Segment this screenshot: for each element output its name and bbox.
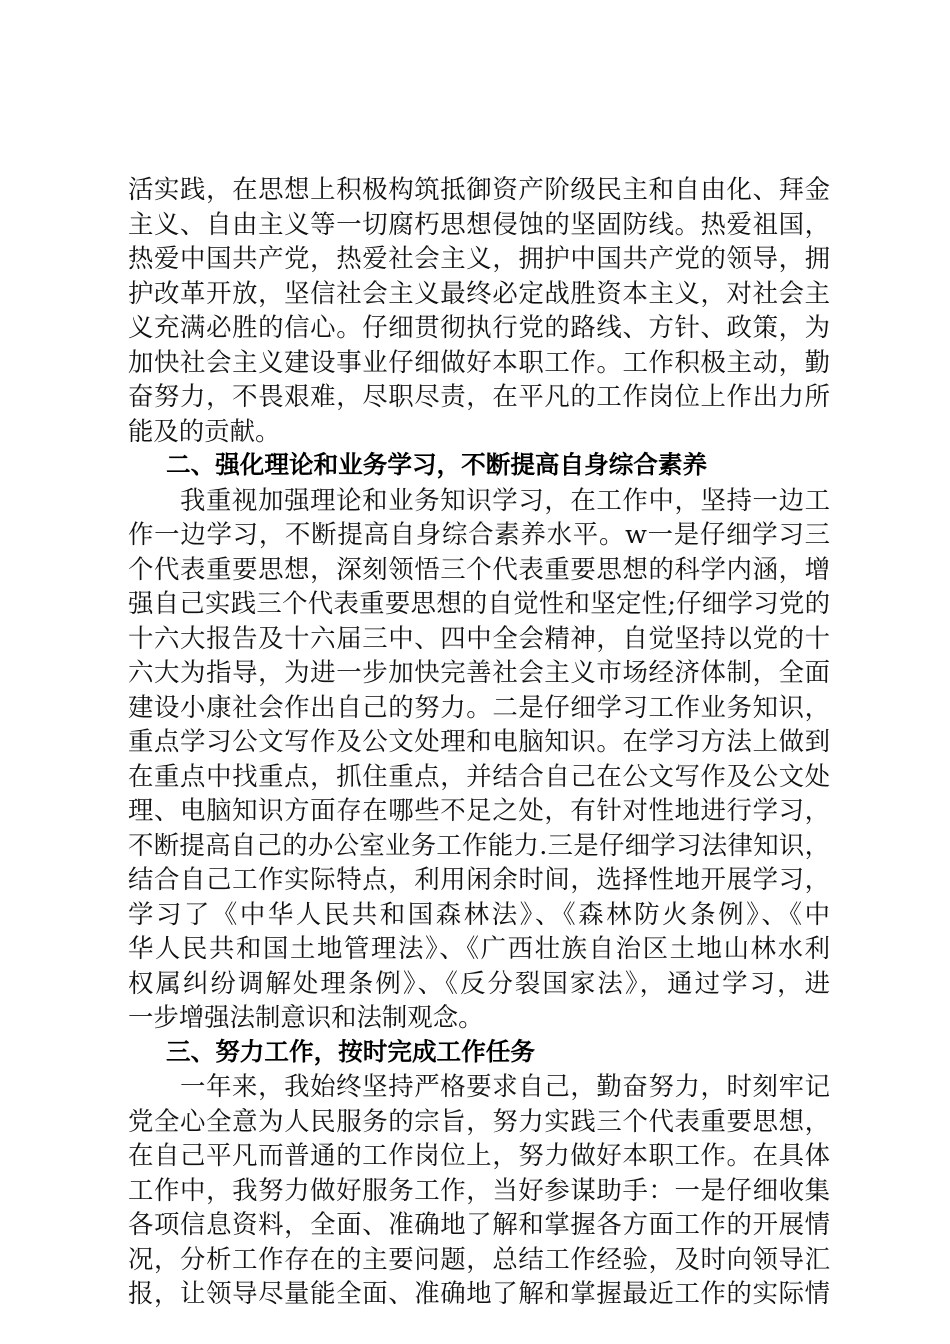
text-line: 强自己实践三个代表重要思想的自觉性和坚定性;仔细学习党的 — [128, 588, 830, 618]
text-line: 学习了《中华人民共和国森林法》、《森林防火条例》、《中 — [128, 898, 830, 929]
text-line: 报，让领导尽量能全面、准确地了解和掌握最近工作的实际情 — [128, 1278, 830, 1308]
text-line: 理、电脑知识方面存在哪些不足之处，有针对性地进行学习， — [128, 795, 830, 825]
text-line: 华人民共和国土地管理法》、《广西壮族自治区土地山林水利 — [128, 933, 830, 963]
text-line: 权属纠纷调解处理条例》、《反分裂国家法》，通过学习，进 — [128, 967, 830, 998]
text-line: 护改革开放，坚信社会主义最终必定战胜资本主义，对社会主 — [128, 277, 830, 308]
text-line: 我重视加强理论和业务知识学习，在工作中，坚持一边工 — [180, 484, 830, 515]
text-line: 活实践，在思想上积极构筑抵御资产阶级民主和自由化、拜金 — [128, 174, 830, 204]
text-line: 重点学习公文写作及公文处理和电脑知识。在学习方法上做到 — [128, 726, 830, 756]
text-line: 结合自己工作实际特点，利用闲余时间，选择性地开展学习， — [128, 864, 830, 894]
text-line: 义充满必胜的信心。仔细贯彻执行党的路线、方针、政策，为 — [128, 312, 830, 342]
text-line: 主义、自由主义等一切腐朽思想侵蚀的坚固防线。热爱祖国， — [128, 208, 830, 239]
section-heading-2: 二、强化理论和业务学习，不断提高自身综合素养 — [166, 450, 708, 479]
text-line: 奋努力，不畏艰难，尽职尽责，在平凡的工作岗位上作出力所 — [128, 381, 830, 411]
text-line: 能及的贡献。 — [128, 415, 281, 446]
text-line: 建设小康社会作出自己的努力。二是仔细学习工作业务知识， — [128, 691, 830, 722]
text-line: 六大为指导，为进一步加快完善社会主义市场经济体制，全面 — [128, 657, 830, 687]
text-line: 一年来，我始终坚持严格要求自己，勤奋努力，时刻牢记 — [180, 1071, 830, 1101]
document-body — [128, 172, 830, 1311]
paragraph-2 — [128, 483, 830, 1035]
text-line: 作一边学习，不断提高自身综合素养水平。w一是仔细学习三 — [128, 519, 830, 549]
section-heading-3: 三、努力工作，按时完成工作任务 — [166, 1036, 535, 1066]
text-line: 各项信息资料，全面、准确地了解和掌握各方面工作的开展情 — [128, 1209, 830, 1239]
text-line: 十六大报告及十六届三中、四中全会精神，自觉坚持以党的十 — [128, 622, 830, 653]
text-line: 个代表重要思想，深刻领悟三个代表重要思想的科学内涵，增 — [128, 553, 830, 584]
text-line: 不断提高自己的办公室业务工作能力.三是仔细学习法律知识， — [128, 829, 830, 860]
text-line: 工作中，我努力做好服务工作，当好参谋助手：一是仔细收集 — [128, 1174, 830, 1205]
text-line: 一步增强法制意识和法制观念。 — [128, 1002, 484, 1032]
text-line: 党全心全意为人民服务的宗旨，努力实践三个代表重要思想， — [128, 1105, 830, 1136]
text-line: 加快社会主义建设事业仔细做好本职工作。工作积极主动，勤 — [128, 346, 830, 377]
text-line: 热爱中国共产党，热爱社会主义，拥护中国共产党的领导，拥 — [128, 243, 830, 273]
text-line: 在重点中找重点，抓住重点，并结合自己在公文写作及公文处 — [128, 760, 830, 791]
text-line: 在自己平凡而普通的工作岗位上，努力做好本职工作。在具体 — [128, 1140, 830, 1170]
text-line: 况，分析工作存在的主要问题，总结工作经验，及时向领导汇 — [128, 1243, 830, 1274]
paragraph-3 — [128, 1069, 830, 1311]
paragraph-1 — [128, 172, 830, 448]
